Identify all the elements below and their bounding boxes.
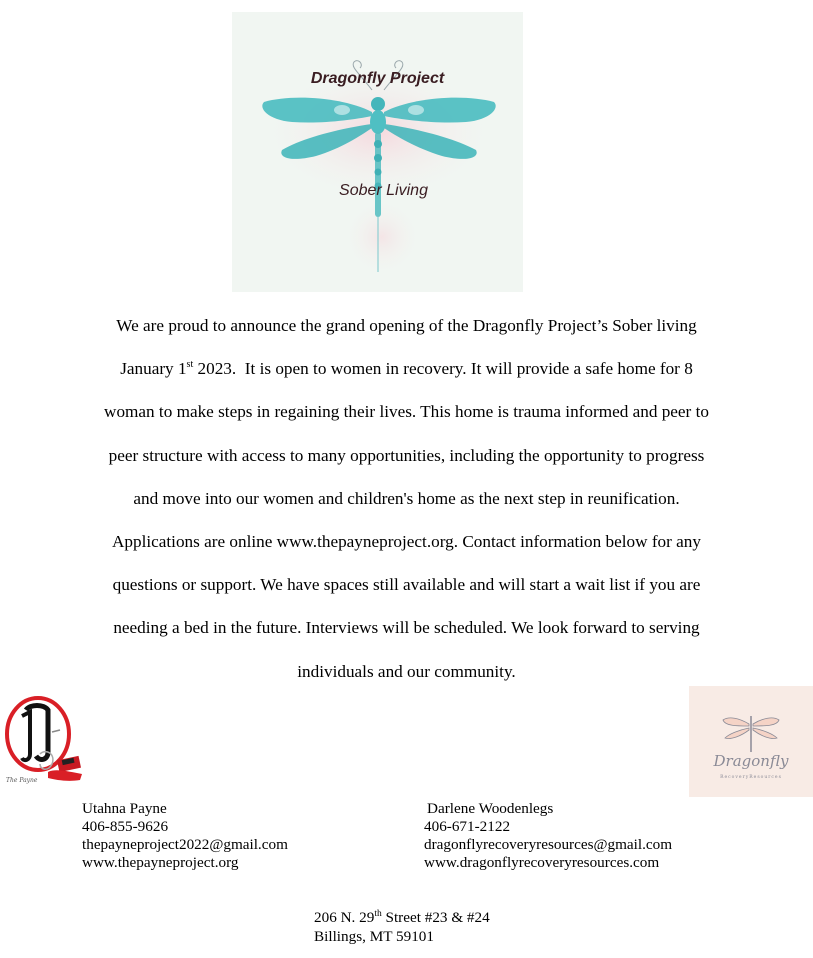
announcement-line: peer structure with access to many opportunities, including the opportunity to progress	[108, 445, 705, 465]
city-state-zip: Billings, MT 59101	[314, 928, 434, 945]
contact-website: www.thepayneproject.org	[82, 854, 239, 871]
contact-name: Darlene Woodenlegs	[427, 800, 554, 817]
announcement-line: questions or support. We have spaces still available and will start a wait list if you are	[112, 575, 701, 595]
announcement-line: woman to make steps in regaining their lives. This home is trauma informed and peer to	[104, 402, 709, 422]
ordinal-suffix: th	[374, 909, 382, 919]
street-address	[314, 908, 490, 927]
ordinal-suffix: st	[186, 359, 194, 371]
announcement-line-text: It is open to women in recovery. It will provide a safe home for 8	[244, 359, 693, 379]
dragonfly-project-logo	[232, 12, 523, 292]
announcement-line: We are proud to announce the grand opening of the Dragonfly Project’s Sober living	[116, 316, 697, 335]
announcement-line-date	[60, 347, 753, 390]
logo-title: Dragonfly Project	[310, 70, 445, 87]
announcement-line: and move into our women and children's home as the next step in reunification.	[133, 488, 680, 508]
announcement-paragraph	[60, 304, 753, 693]
contact-name: Utahna Payne	[82, 800, 167, 817]
payne-project-logo	[0, 692, 86, 788]
logo-tagline: RecoveryResources	[720, 775, 782, 780]
contact-card-darlene-woodenlegs	[424, 800, 672, 872]
contact-website: www.dragonflyrecoveryresources.com	[424, 854, 660, 871]
announcement-line: individuals and our community.	[297, 661, 516, 681]
contact-email: thepayneproject2022@gmail.com	[82, 836, 288, 853]
street-number: 206 N. 29	[314, 909, 375, 926]
payne-project-logo-icon	[0, 692, 86, 788]
opening-date-month: January 1	[120, 359, 187, 379]
logo-subtitle: Sober Living	[339, 182, 428, 199]
street-rest: Street #23 & #24	[381, 909, 490, 926]
announcement-line: Applications are online www.thepayneproject.org. Contact information below for any	[112, 532, 701, 552]
dragonfly-icon	[232, 12, 523, 292]
contact-phone: 406-855-9626	[82, 818, 169, 835]
address-block	[314, 908, 490, 946]
contact-email: dragonflyrecoveryresources@gmail.com	[424, 836, 673, 853]
logo-script-text: Dragonfly	[713, 752, 789, 770]
dragonfly-recovery-resources-logo-icon	[689, 686, 813, 797]
opening-date-year: 2023.	[193, 359, 245, 379]
svg-text:The Payne: The Payne	[6, 777, 38, 784]
contact-card-utahna-payne	[82, 800, 288, 872]
announcement-line: needing a bed in the future. Interviews will be scheduled. We look forward to serving	[113, 618, 700, 638]
dragonfly-recovery-resources-logo	[689, 686, 813, 797]
contact-phone: 406-671-2122	[424, 818, 511, 835]
